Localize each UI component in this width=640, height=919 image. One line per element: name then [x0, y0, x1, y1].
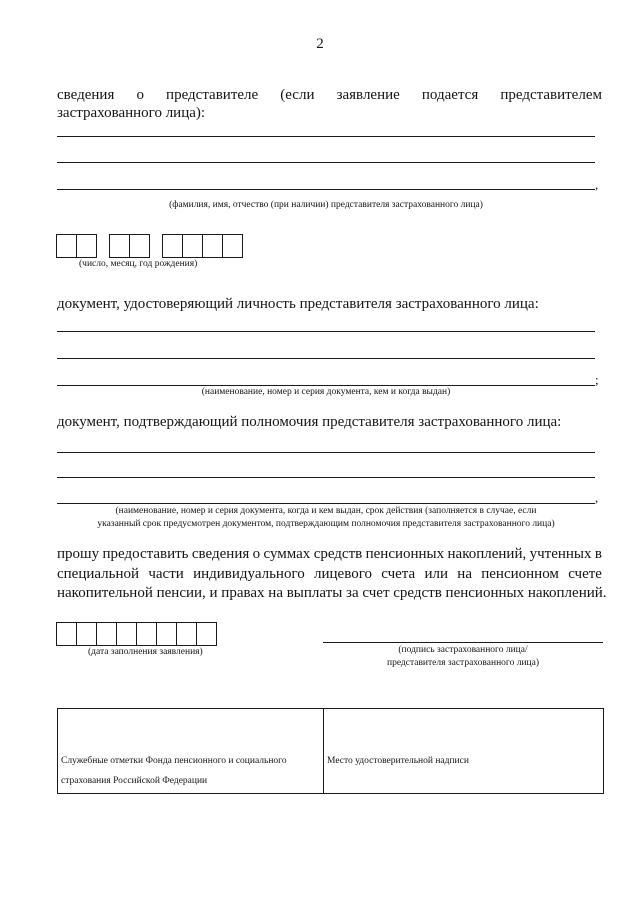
application-date-digit-4[interactable]	[116, 622, 137, 646]
birth-year-boxes[interactable]	[162, 234, 243, 258]
birth-month-digit-1[interactable]	[109, 234, 130, 258]
birth-day-digit-1[interactable]	[56, 234, 77, 258]
representative-name-line-3[interactable]	[57, 189, 595, 190]
request-line2-word-1: специальной	[57, 566, 140, 582]
application-date-caption: (дата заполнения заявления)	[88, 647, 203, 657]
authority-document-comma: ,	[595, 490, 599, 505]
identity-document-semicolon: ;	[595, 372, 599, 387]
signature-line[interactable]	[323, 642, 603, 643]
representative-intro-word-3: представителе	[166, 87, 259, 103]
certification-place-label: Место удостоверительной надписи	[327, 756, 469, 766]
representative-intro-line1	[57, 86, 602, 104]
request-line1-word-10: в	[594, 546, 602, 562]
request-line1-word-3: сведения	[191, 546, 250, 562]
birth-year-digit-4[interactable]	[222, 234, 243, 258]
birth-year-digit-3[interactable]	[202, 234, 223, 258]
authority-document-line-2[interactable]	[57, 477, 595, 478]
authority-document-heading: документ, подтверждающий полномочия представителя застрахованного лица:	[57, 414, 562, 430]
application-date-digit-1[interactable]	[56, 622, 77, 646]
application-date-digit-3[interactable]	[96, 622, 117, 646]
representative-name-caption: (фамилия, имя, отчество (при наличии) представителя застрахованного лица)	[169, 200, 483, 210]
request-line3: накопительной пенсии, и правах на выплаты за счет средств пенсионных накоплений.	[57, 585, 607, 601]
request-line2-word-9: счете	[568, 566, 602, 582]
birth-date-boxes[interactable]	[56, 234, 243, 258]
representative-intro-word-1: сведения	[57, 87, 115, 103]
request-line1-word-5: суммах	[263, 546, 311, 562]
application-date-digit-7[interactable]	[176, 622, 197, 646]
request-line2	[57, 565, 602, 583]
identity-document-line-1[interactable]	[57, 331, 595, 332]
request-line1	[57, 545, 602, 563]
representative-intro-word-6: подается	[421, 87, 479, 103]
birth-year-digit-2[interactable]	[182, 234, 203, 258]
signature-caption-line1: (подпись застрахованного лица/	[398, 645, 528, 655]
authority-document-line-3[interactable]	[57, 503, 595, 504]
application-date-digit-5[interactable]	[136, 622, 157, 646]
representative-intro-word-7: представителем	[500, 87, 602, 103]
birth-month-digit-2[interactable]	[129, 234, 150, 258]
authority-document-caption-line1: (наименование, номер и серия документа, когда и кем выдан, срок действия (заполняется в случае, если	[115, 506, 537, 516]
request-line1-word-9: учтенных	[529, 546, 592, 562]
birth-day-digit-2[interactable]	[76, 234, 97, 258]
request-line1-word-4: о	[252, 546, 261, 562]
application-date-digit-8[interactable]	[196, 622, 217, 646]
service-marks-label-line2: страхования Российской Федерации	[61, 776, 208, 786]
identity-document-line-2[interactable]	[57, 358, 595, 359]
request-line2-word-2: части	[148, 566, 184, 582]
representative-intro-word-2: о	[136, 87, 144, 103]
representative-intro-line2: застрахованного лица):	[57, 105, 206, 121]
request-line2-word-3: индивидуального	[193, 566, 305, 582]
birth-date-caption: (число, месяц, год рождения)	[79, 259, 198, 269]
service-marks-label-line1: Служебные отметки Фонда пенсионного и социального	[61, 756, 287, 766]
request-line1-word-6: средств	[313, 546, 363, 562]
identity-document-caption: (наименование, номер и серия документа, кем и когда выдан)	[201, 387, 451, 397]
signature-caption-line2: представителя застрахованного лица)	[386, 658, 539, 668]
birth-day-boxes[interactable]	[56, 234, 97, 258]
request-line2-word-6: или	[424, 566, 449, 582]
request-line2-word-7: на	[457, 566, 472, 582]
service-marks-table	[57, 708, 604, 794]
request-line2-word-4: лицевого	[314, 566, 372, 582]
representative-intro-word-5: заявление	[336, 87, 400, 103]
birth-year-digit-1[interactable]	[162, 234, 183, 258]
application-date-boxes[interactable]	[56, 622, 217, 646]
application-date-digit-2[interactable]	[76, 622, 97, 646]
request-line2-word-8: пенсионном	[481, 566, 559, 582]
authority-document-caption-line2: указанный срок предусмотрен документом, подтверждающим полномочия представителя застрахованного лица)	[97, 519, 555, 529]
request-line2-word-5: счета	[381, 566, 416, 582]
representative-name-comma: ,	[595, 177, 599, 192]
identity-document-heading: документ, удостоверяющий личность представителя застрахованного лица:	[57, 296, 539, 312]
birth-month-boxes[interactable]	[109, 234, 150, 258]
request-line1-word-1: прошу	[57, 546, 100, 562]
authority-document-line-1[interactable]	[57, 452, 595, 453]
representative-name-line-1[interactable]	[57, 136, 595, 137]
representative-intro-word-4: (если	[280, 87, 315, 103]
representative-name-line-2[interactable]	[57, 162, 595, 163]
service-table-divider	[323, 709, 324, 793]
request-line1-word-7: пенсионных	[365, 546, 445, 562]
request-line1-word-2: предоставить	[102, 546, 189, 562]
application-date-digit-6[interactable]	[156, 622, 177, 646]
request-line1-word-8: накоплений,	[447, 546, 527, 562]
page-number: 2	[316, 36, 324, 52]
